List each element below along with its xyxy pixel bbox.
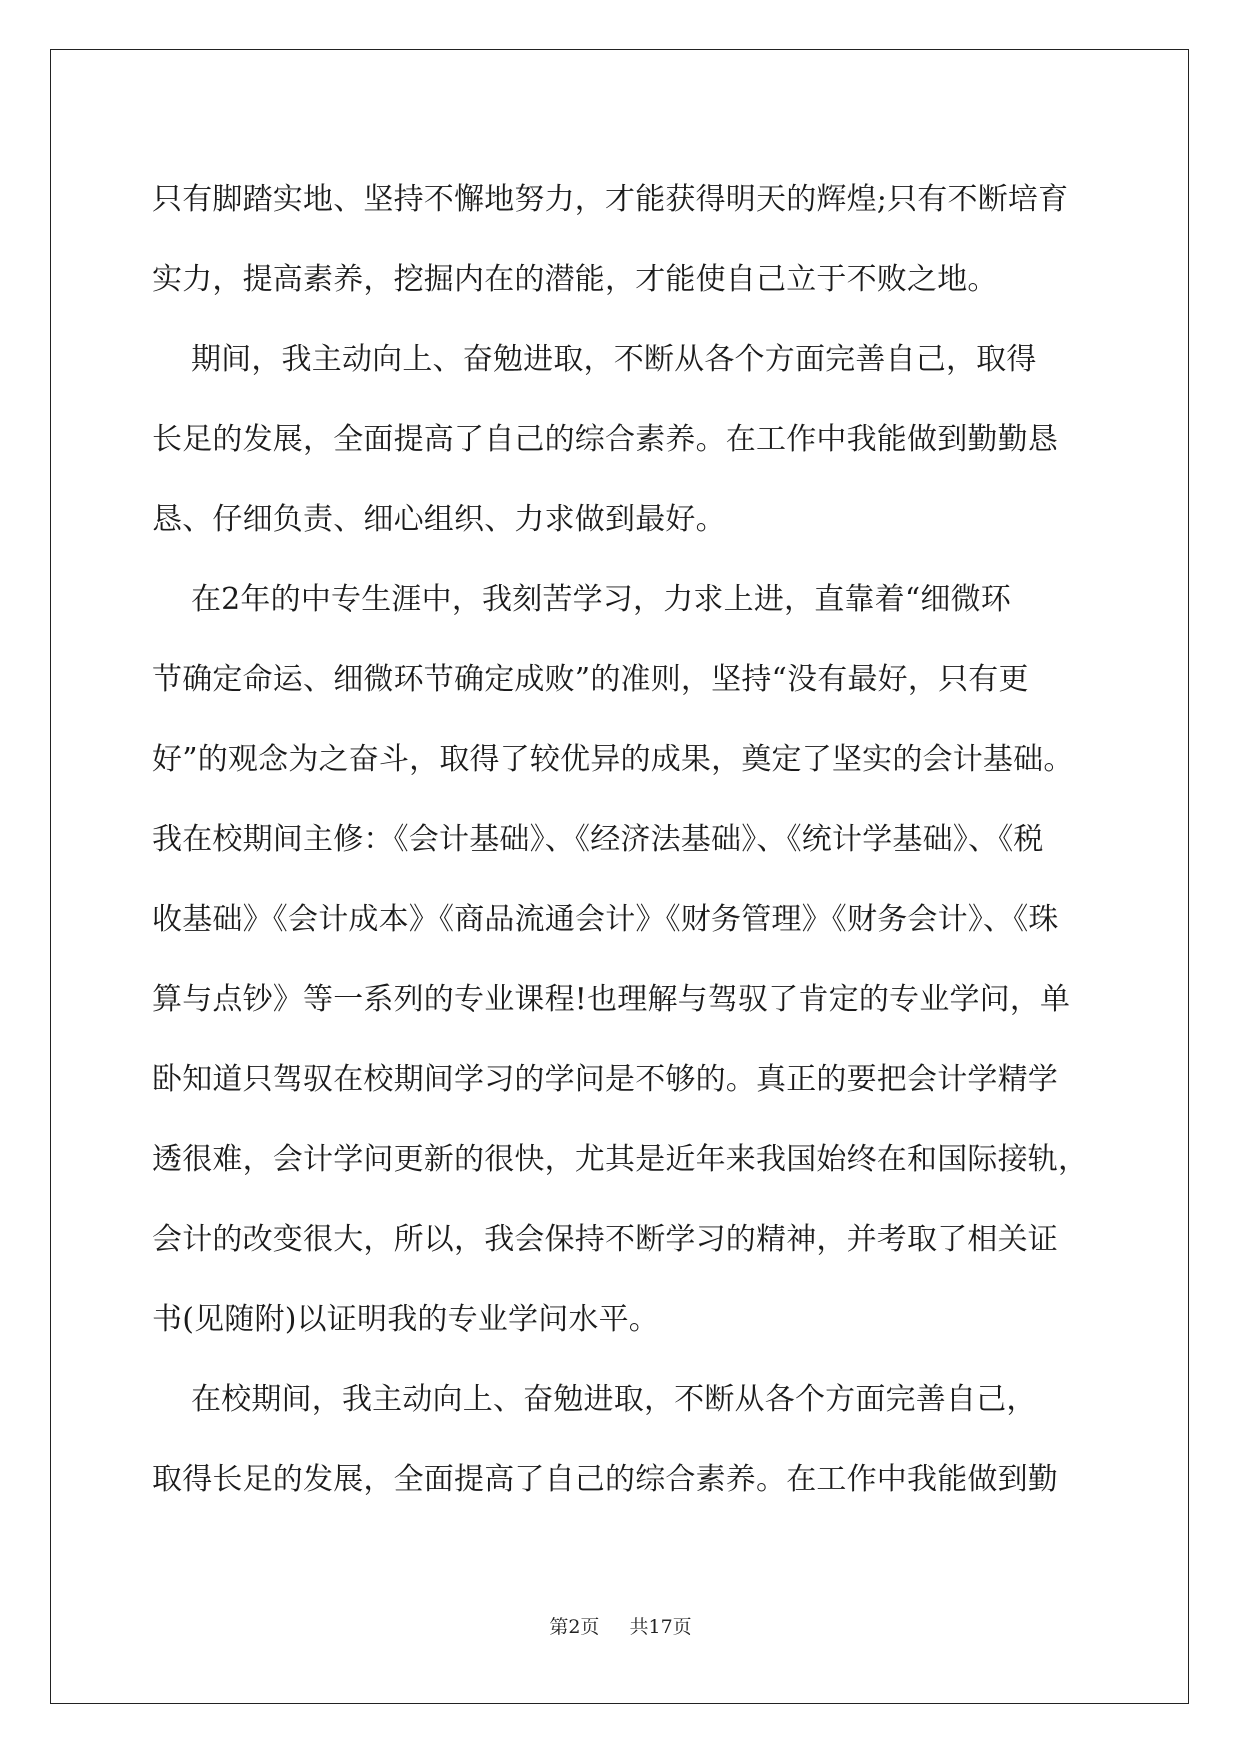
text-line: 在2年的中专生涯中，我刻苦学习，力求上进，直靠着“细微环 [152,582,1011,617]
text-line: 会计的改变很大，所以，我会保持不断学习的精神，并考取了相关证 [152,1222,1058,1257]
text-line: 透很难，会计学问更新的很快，尤其是近年来我国始终在和国际接轨， [152,1142,1089,1177]
text-line: 期间，我主动向上、奋勉进取，不断从各个方面完善自己，取得 [152,342,1037,377]
text-line: 长足的发展，全面提高了自己的综合素养。在工作中我能做到勤勤恳 [152,422,1058,457]
page-number: 第2页 [549,1616,600,1638]
text-line: 我在校期间主修：《会计基础》、《经济法基础》、《统计学基础》、《税 [152,822,1044,857]
text-line: 算与点钞》等一系列的专业课程!也理解与驾驭了肯定的专业学问，单 [152,982,1071,1017]
text-line: 在校期间，我主动向上、奋勉进取，不断从各个方面完善自己， [152,1382,1037,1417]
text-line: 收基础》《会计成本》《商品流通会计》《财务管理》《财务会计》、《珠 [152,902,1059,937]
text-line: 只有脚踏实地、坚持不懈地努力，才能获得明天的辉煌;只有不断培育 [152,182,1069,217]
text-line: 好”的观念为之奋斗，取得了较优异的成果，奠定了坚实的会计基础。 [152,742,1074,777]
document-body [152,160,1092,1520]
text-line: 实力，提高素养，挖掘内在的潜能，才能使自己立于不败之地。 [152,262,998,297]
page-total: 共17页 [629,1616,692,1638]
text-line: 节确定命运、细微环节确定成败”的准则，坚持“没有最好，只有更 [152,662,1029,697]
text-line: 恳、仔细负责、细心组织、力求做到最好。 [152,502,726,537]
text-line: 书(见随附)以证明我的专业学问水平。 [152,1302,660,1337]
page-footer [0,1612,1241,1639]
text-line: 卧知道只驾驭在校期间学习的学问是不够的。真正的要把会计学精学 [152,1062,1058,1097]
text-line: 取得长足的发展，全面提高了自己的综合素养。在工作中我能做到勤 [152,1462,1058,1497]
